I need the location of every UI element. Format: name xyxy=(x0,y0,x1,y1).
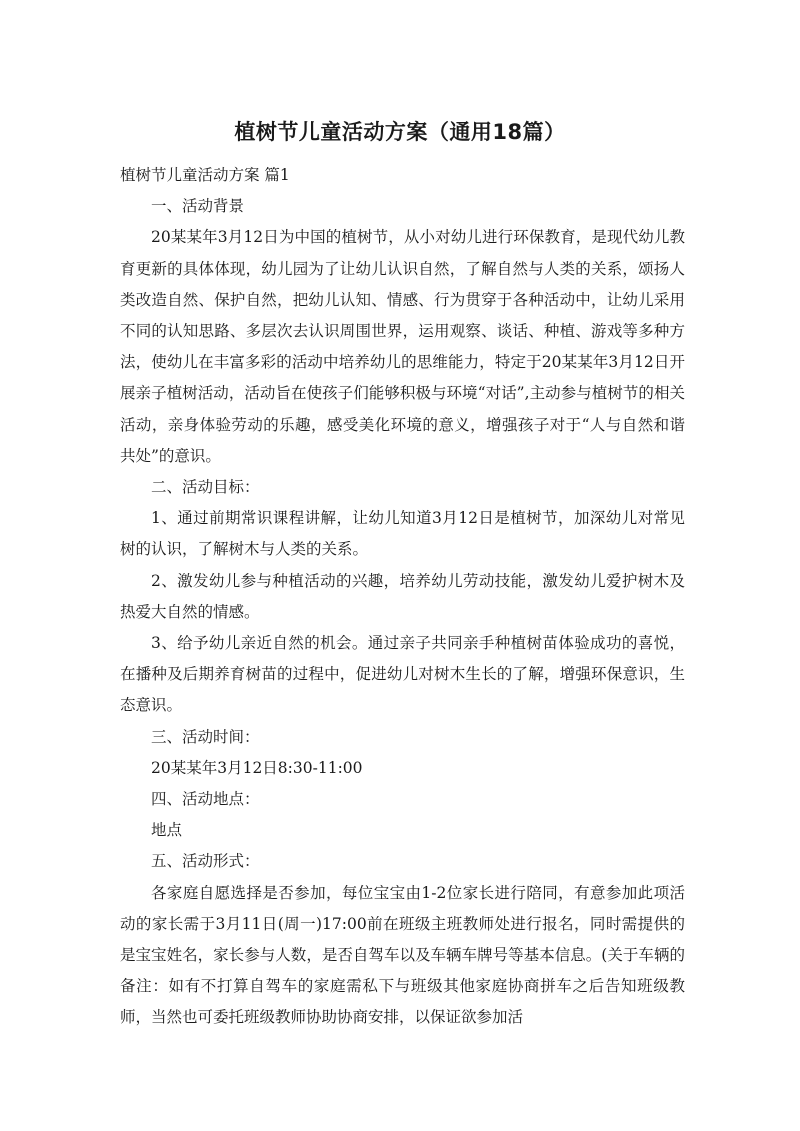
form-heading: 五、活动形式： xyxy=(151,852,260,871)
background-paragraph: 20某某年3月12日为中国的植树节，从小对幼儿进行环保教育，是现代幼儿教育更新的具体体现，幼儿园为了让幼儿认识自然，了解自然与人类的关系，颂扬人类改造自然、保护自然，把幼儿认知、情感、行为贯穿于各种活动中，让幼儿采用不同的认知思路、多层次去认识周围世界，运用观察、谈话、种植、游戏等多种方法，使幼儿在丰富多彩的活动中培养幼儿的思维能力，特定于20某某年3月12日开展亲子植树活动，活动旨在使孩子们能够积极与环境“对话”,主动参与植树节的相关活动，亲身体验劳动的乐趣，感受美化环境的意义，增强孩子对于“人与自然和谐共处”的意识。 xyxy=(120,228,685,465)
goal-item-3: 3、给予幼儿亲近自然的机会。通过亲子共同亲手种植树苗体验成功的喜悦，在播种及后期养育树苗的过程中，促进幼儿对树木生长的了解，增强环保意识，生态意识。 xyxy=(120,634,685,715)
time-text: 20某某年3月12日8:30-11:00 xyxy=(151,758,363,777)
place-heading: 四、活动地点： xyxy=(151,790,260,809)
place-text: 地点 xyxy=(151,821,183,840)
time-heading: 三、活动时间： xyxy=(151,727,260,746)
form-paragraph: 各家庭自愿选择是否参加，每位宝宝由1-2位家长进行陪同，有意参加此项活动的家长需于3月11日(周一)17:00前在班级主班教师处进行报名，同时需提供的是宝宝姓名，家长参与人数，是否自驾车以及车辆车牌号等基本信息。(关于车辆的备注：如有不打算自驾车的家庭需私下与班级其他家庭协商拼车之后告知班级教师，当然也可委托班级教师协助协商安排，以保证欲参加活 xyxy=(120,883,685,1027)
background-heading: 一、活动背景 xyxy=(151,197,245,216)
section-subtitle: 植树节儿童活动方案 篇1 xyxy=(120,166,290,184)
document-body xyxy=(120,160,685,1034)
goal-item-2: 2、激发幼儿参与种植活动的兴趣，培养幼儿劳动技能，激发幼儿爱护树木及热爱大自然的情感。 xyxy=(120,571,685,621)
document-title: 植树节儿童活动方案（通用18篇） xyxy=(234,120,566,144)
goal-item-1: 1、通过前期常识课程讲解，让幼儿知道3月12日是植树节，加深幼儿对常见树的认识，了解树木与人类的关系。 xyxy=(120,509,685,559)
goals-heading: 二、活动目标： xyxy=(151,478,260,497)
